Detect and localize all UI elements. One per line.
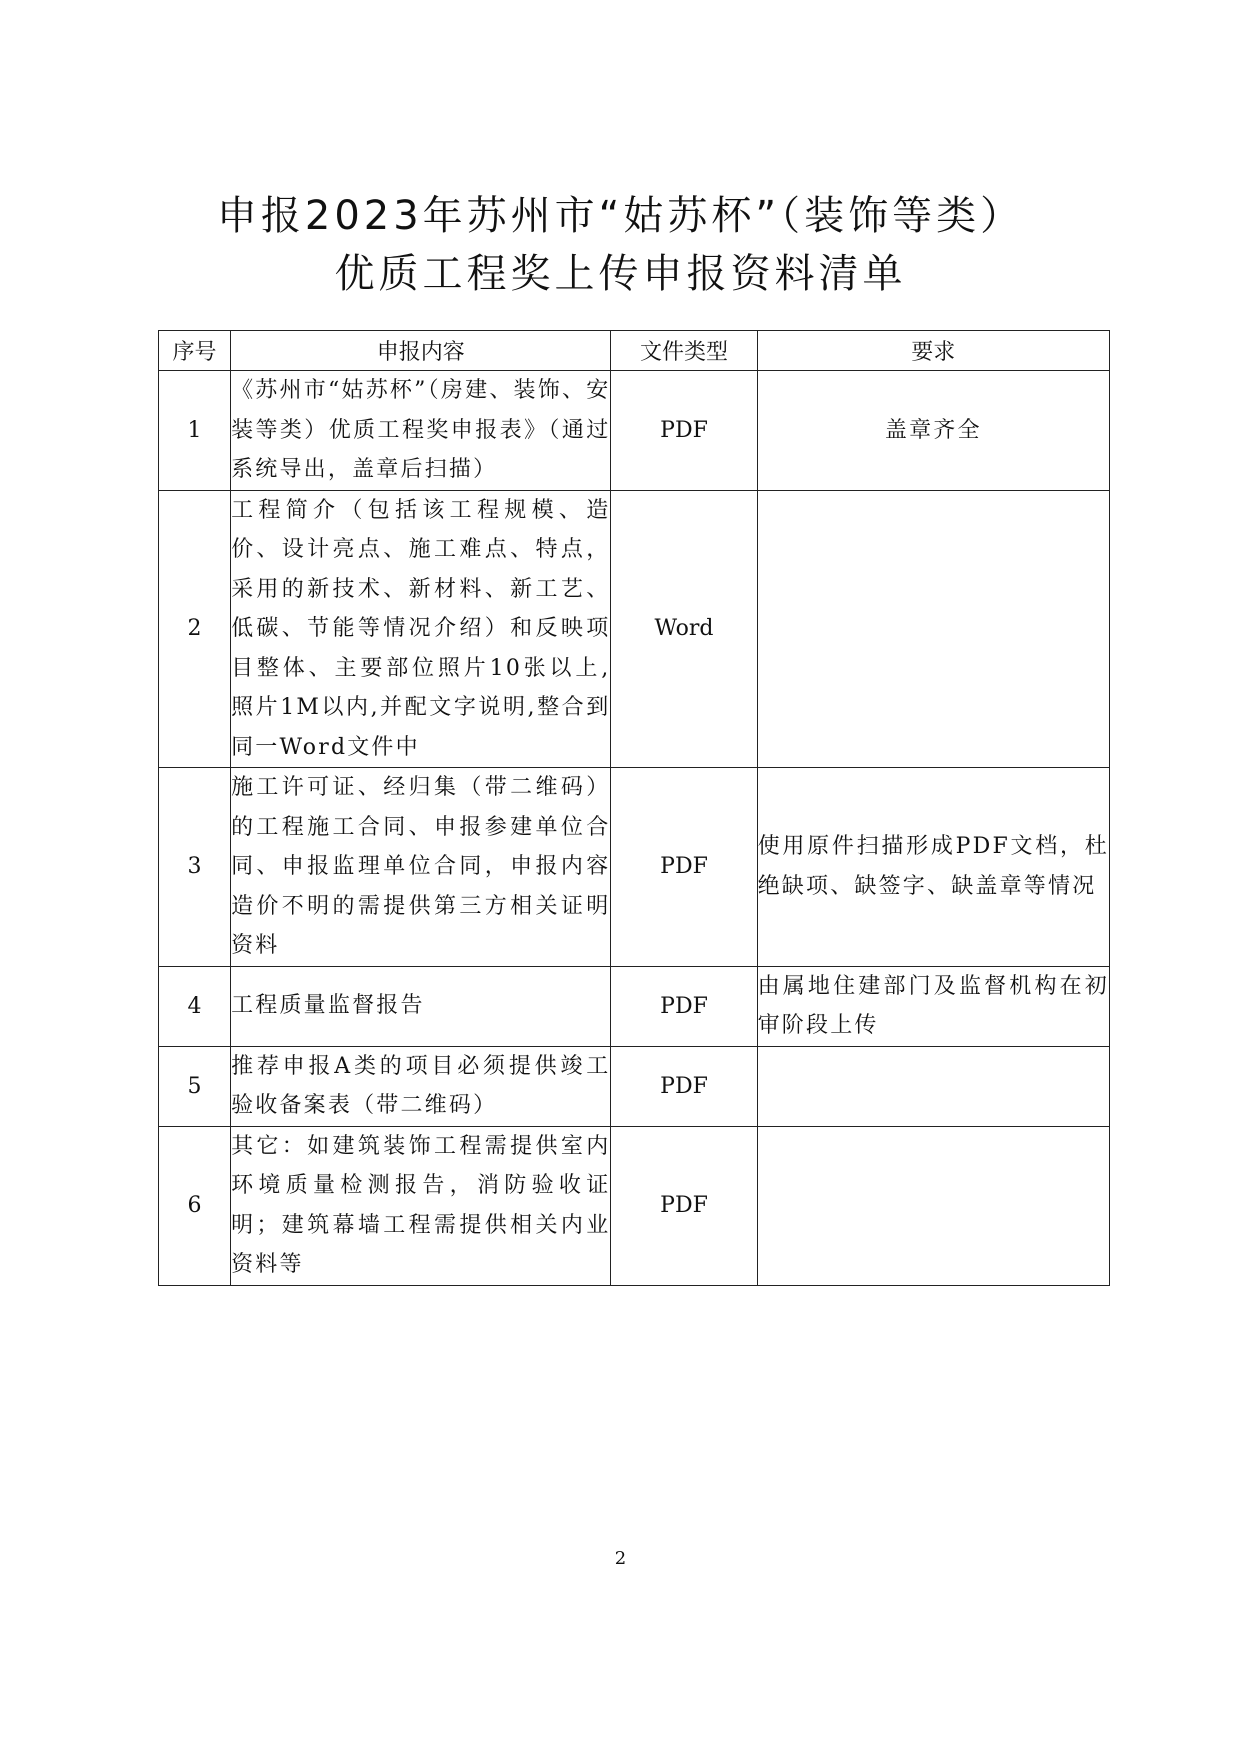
row-content bbox=[231, 966, 611, 1046]
row-content bbox=[231, 768, 611, 967]
page-number: 2 bbox=[614, 1548, 627, 1569]
table-row bbox=[159, 490, 1110, 768]
table-row bbox=[159, 768, 1110, 967]
row-content-text: 《苏州市“姑苏杯”（房建、装饰、安装等类）优质工程奖申报表》（通过系统导出，盖章后扫描） bbox=[231, 378, 611, 482]
row-requirement bbox=[757, 1126, 1109, 1285]
table-row bbox=[159, 371, 1110, 491]
row-requirement-text: 由属地住建部门及监督机构在初审阶段上传 bbox=[757, 973, 1109, 1038]
row-number: 3 bbox=[159, 768, 231, 967]
title-line-1: 申报2023年苏州市“姑苏杯”（装饰等类） bbox=[216, 193, 1025, 239]
header-type: 文件类型 bbox=[611, 331, 757, 371]
row-requirement bbox=[757, 966, 1109, 1046]
row-file-type: PDF bbox=[611, 1046, 757, 1126]
row-content bbox=[231, 1046, 611, 1126]
table-row bbox=[159, 1126, 1110, 1285]
row-file-type: Word bbox=[611, 490, 757, 768]
row-file-type: PDF bbox=[611, 768, 757, 967]
row-content bbox=[231, 490, 611, 768]
row-file-type: PDF bbox=[611, 371, 757, 491]
row-number: 4 bbox=[159, 966, 231, 1046]
row-number: 6 bbox=[159, 1126, 231, 1285]
header-no: 序号 bbox=[159, 331, 231, 371]
row-requirement: 盖章齐全 bbox=[757, 371, 1109, 491]
header-requirement: 要求 bbox=[757, 331, 1109, 371]
title-line-2: 优质工程奖上传申报资料清单 bbox=[334, 251, 907, 297]
row-number: 1 bbox=[159, 371, 231, 491]
row-requirement-text: 使用原件扫描形成PDF文档，杜绝缺项、缺签字、缺盖章等情况 bbox=[757, 834, 1109, 899]
row-file-type: PDF bbox=[611, 1126, 757, 1285]
header-content: 申报内容 bbox=[231, 331, 611, 371]
row-number: 2 bbox=[159, 490, 231, 768]
row-content-text: 其它：如建筑装饰工程需提供室内环境质量检测报告，消防验收证明；建筑幕墙工程需提供相关内业资料等 bbox=[231, 1133, 611, 1277]
row-content bbox=[231, 371, 611, 491]
row-content-text: 工程简介（包括该工程规模、造价、设计亮点、施工难点、特点，采用的新技术、新材料、新工艺、低碳、节能等情况介绍）和反映项目整体、主要部位照片10张以上,照片1M以内,并配文字说明,整合到同一Word文件中 bbox=[231, 497, 611, 760]
row-content bbox=[231, 1126, 611, 1285]
table-row bbox=[159, 1046, 1110, 1126]
row-number: 5 bbox=[159, 1046, 231, 1126]
row-requirement bbox=[757, 1046, 1109, 1126]
document-title bbox=[0, 188, 1241, 302]
row-content-text: 工程质量监督报告 bbox=[231, 993, 425, 1019]
row-requirement bbox=[757, 490, 1109, 768]
table-header-row bbox=[159, 331, 1110, 371]
table-row bbox=[159, 966, 1110, 1046]
row-file-type: PDF bbox=[611, 966, 757, 1046]
row-requirement bbox=[757, 768, 1109, 967]
materials-checklist-table bbox=[158, 330, 1110, 1286]
row-content-text: 施工许可证、经归集（带二维码）的工程施工合同、申报参建单位合同、申报监理单位合同，申报内容造价不明的需提供第三方相关证明资料 bbox=[231, 775, 611, 958]
row-content-text: 推荐申报A类的项目必须提供竣工验收备案表（带二维码） bbox=[231, 1053, 611, 1118]
